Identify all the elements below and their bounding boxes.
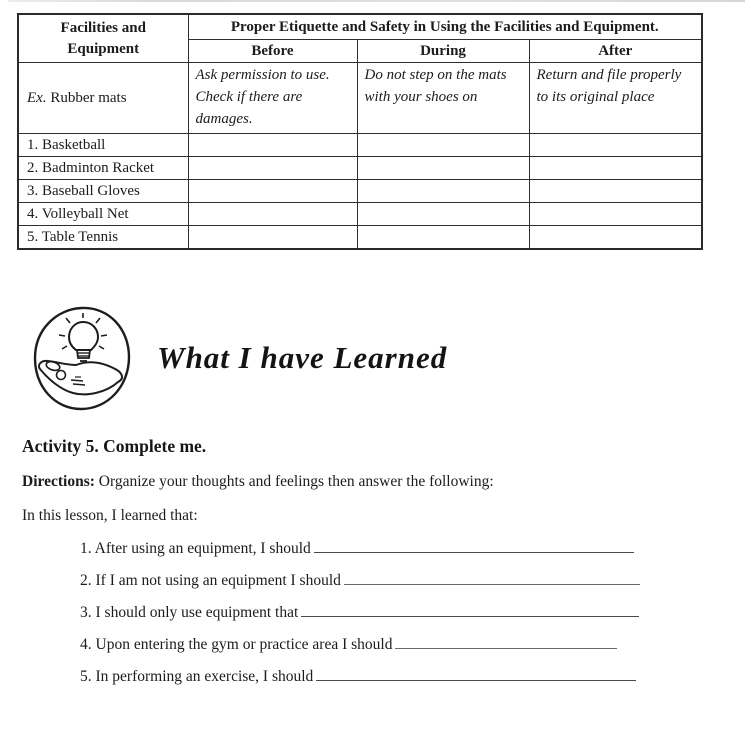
example-during-cell: Do not step on the mats with your shoes on <box>357 63 529 134</box>
empty-cell <box>188 157 357 180</box>
blank-line <box>301 613 639 617</box>
empty-cell <box>529 157 702 180</box>
fill-item-1 <box>80 541 728 556</box>
empty-cell <box>357 134 529 157</box>
fill-item-4 <box>80 637 728 652</box>
corner-header-cell: Facilities and Equipment <box>18 14 188 63</box>
empty-cell <box>188 180 357 203</box>
empty-cell <box>357 203 529 226</box>
etiquette-safety-table <box>17 13 703 250</box>
scan-artifact-line <box>8 0 745 2</box>
example-row <box>18 63 702 134</box>
blank-line <box>316 677 636 681</box>
fill-item-3 <box>80 605 728 620</box>
row-label: 2. Badminton Racket <box>18 157 188 180</box>
empty-cell <box>188 203 357 226</box>
fill-in-list <box>80 541 728 684</box>
blank-line <box>314 549 634 553</box>
example-prefix: Ex. <box>27 89 47 106</box>
lightbulb-in-hand-icon <box>31 305 133 413</box>
example-label-cell <box>18 63 188 134</box>
empty-cell <box>529 134 702 157</box>
example-label: Rubber mats <box>46 89 127 106</box>
row-label: 1. Basketball <box>18 134 188 157</box>
empty-cell <box>529 203 702 226</box>
activity-section <box>22 436 728 701</box>
empty-cell <box>529 226 702 250</box>
row-label: 4. Volleyball Net <box>18 203 188 226</box>
fill-item-text: 2. If I am not using an equipment I should <box>80 572 341 589</box>
table-header-row <box>18 14 702 40</box>
blank-line <box>395 645 617 649</box>
fill-item-text: 1. After using an equipment, I should <box>80 540 311 557</box>
subheader-during: During <box>357 40 529 63</box>
fill-item-text: 4. Upon entering the gym or practice area I should <box>80 636 393 653</box>
fill-item-text: 5. In performing an exercise, I should <box>80 668 314 685</box>
blank-line <box>344 581 640 585</box>
row-label: 5. Table Tennis <box>18 226 188 250</box>
empty-cell <box>188 134 357 157</box>
fill-item-text: 3. I should only use equipment that <box>80 604 299 621</box>
example-before-cell: Ask permission to use. Check if there are damages. <box>188 63 357 134</box>
table-row <box>18 226 702 250</box>
directions-text: Organize your thoughts and feelings then answer the following: <box>94 473 494 490</box>
fill-item-5 <box>80 669 728 684</box>
row-label: 3. Baseball Gloves <box>18 180 188 203</box>
table-row <box>18 180 702 203</box>
table-row <box>18 134 702 157</box>
example-after-cell: Return and file properly to its original place <box>529 63 702 134</box>
empty-cell <box>357 226 529 250</box>
empty-cell <box>357 157 529 180</box>
directions-line <box>22 473 728 491</box>
empty-cell <box>188 226 357 250</box>
table-row <box>18 203 702 226</box>
table-row <box>18 157 702 180</box>
intro-line: In this lesson, I learned that: <box>22 507 198 524</box>
subheader-before: Before <box>188 40 357 63</box>
subheader-after: After <box>529 40 702 63</box>
directions-label: Directions: <box>22 473 95 490</box>
main-header-cell: Proper Etiquette and Safety in Using the Facilities and Equipment. <box>188 14 702 40</box>
empty-cell <box>529 180 702 203</box>
empty-cell <box>357 180 529 203</box>
fill-item-2 <box>80 573 728 588</box>
activity-title: Activity 5. Complete me. <box>22 436 207 456</box>
section-heading: What I have Learned <box>157 340 448 375</box>
